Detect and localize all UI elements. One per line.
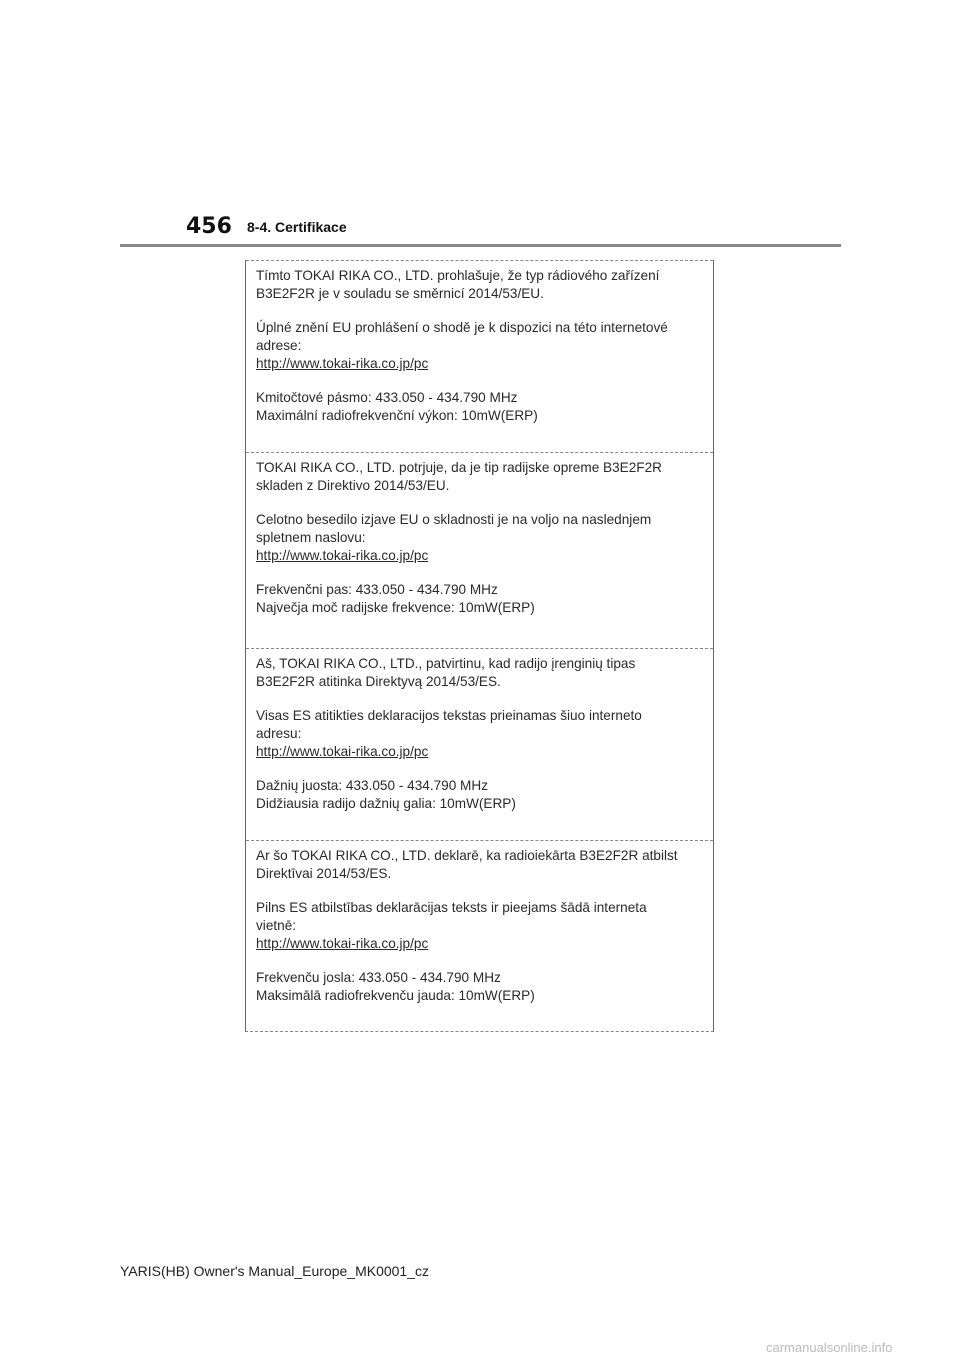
cert-url-link[interactable]: http://www.tokai-rika.co.jp/pc: [256, 744, 429, 759]
cert-block-slovenian: [246, 452, 713, 648]
cert-block-lithuanian: [246, 648, 713, 840]
cert-text-line: Aš, TOKAI RIKA CO., LTD., patvirtinu, kad radijo įrenginių tipas: [256, 656, 636, 671]
cert-frequency-band: Dažnių juosta: 433.050 - 434.790 MHz: [256, 778, 488, 793]
cert-max-power: Didžiausia radijo dažnių galia: 10mW(ERP): [256, 796, 516, 811]
cert-text-line: Pilns ES atbilstības deklarācijas teksts ir pieejams šādā interneta: [256, 900, 647, 915]
certification-box: [245, 260, 714, 1032]
watermark-text: carmanualsonline.info: [766, 1340, 893, 1355]
cert-frequency-band: Kmitočtové pásmo: 433.050 - 434.790 MHz: [256, 390, 518, 405]
cert-text-line: B3E2F2R je v souladu se směrnicí 2014/53/EU.: [256, 286, 544, 301]
cert-text-line: Visas ES atitikties deklaracijos tekstas prieinamas šiuo interneto: [256, 708, 642, 723]
cert-url-link[interactable]: http://www.tokai-rika.co.jp/pc: [256, 548, 429, 563]
cert-block-czech: [246, 260, 713, 452]
cert-text-line: spletnem naslovu:: [256, 530, 366, 545]
cert-text-line: Direktīvai 2014/53/ES.: [256, 866, 392, 881]
cert-text-line: Úplné znění EU prohlášení o shodě je k dispozici na této internetové: [256, 320, 668, 335]
cert-max-power: Maksimālā radiofrekvenču jauda: 10mW(ERP): [256, 988, 535, 1003]
cert-block-latvian: [246, 840, 713, 1031]
cert-url-link[interactable]: http://www.tokai-rika.co.jp/pc: [256, 356, 429, 371]
page-number: 456: [186, 214, 232, 239]
cert-text-line: skladen z Direktivo 2014/53/EU.: [256, 478, 450, 493]
cert-text-line: Celotno besedilo izjave EU o skladnosti je na voljo na naslednjem: [256, 512, 652, 527]
cert-url-link[interactable]: http://www.tokai-rika.co.jp/pc: [256, 936, 429, 951]
cert-text-line: TOKAI RIKA CO., LTD. potrjuje, da je tip radijske opreme B3E2F2R: [256, 460, 662, 475]
cert-text-line: vietnē:: [256, 918, 297, 933]
cert-max-power: Največja moč radijske frekvence: 10mW(ERP): [256, 600, 535, 615]
footer-manual-title: YARIS(HB) Owner's Manual_Europe_MK0001_cz: [120, 1263, 429, 1279]
cert-frequency-band: Frekvenčni pas: 433.050 - 434.790 MHz: [256, 582, 498, 597]
cert-text-line: Ar šo TOKAI RIKA CO., LTD. deklarē, ka radioiekārta B3E2F2R atbilst: [256, 848, 678, 863]
section-title: 8-4. Certifikace: [247, 219, 347, 235]
cert-text-line: adrese:: [256, 338, 302, 353]
header-divider: [120, 244, 841, 247]
cert-text-line: B3E2F2R atitinka Direktyvą 2014/53/ES.: [256, 674, 501, 689]
cert-max-power: Maximální radiofrekvenční výkon: 10mW(ERP): [256, 408, 538, 423]
cert-frequency-band: Frekvenču josla: 433.050 - 434.790 MHz: [256, 970, 501, 985]
cert-text-line: adresu:: [256, 726, 302, 741]
cert-text-line: Tímto TOKAI RIKA CO., LTD. prohlašuje, že typ rádiového zařízení: [256, 268, 660, 283]
